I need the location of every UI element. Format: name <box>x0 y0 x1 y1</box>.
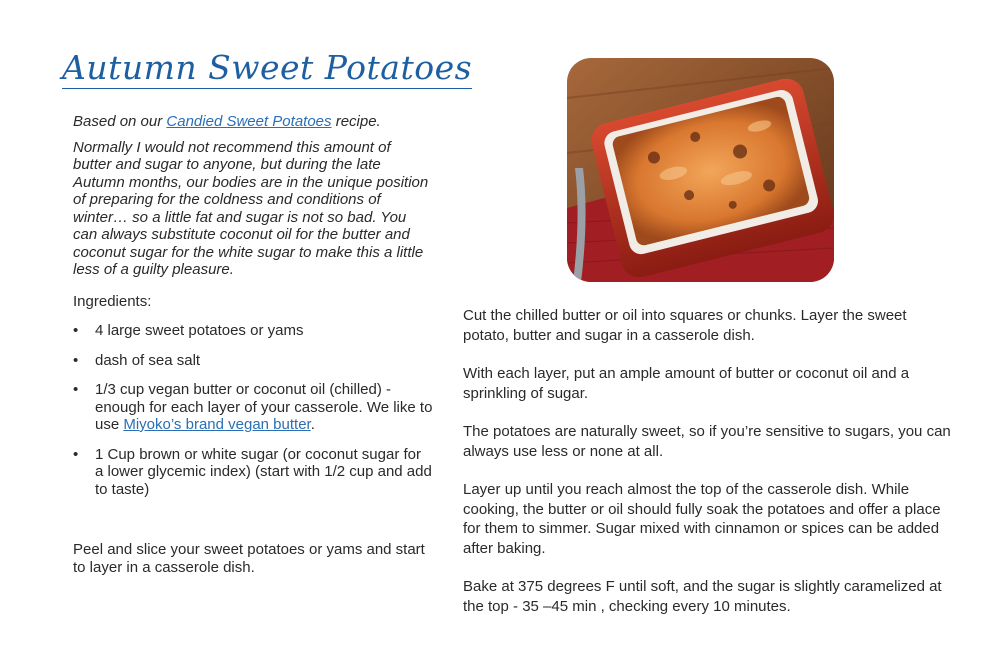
ingredient-text: 1 Cup brown or white sugar (or coconut sugar for a lower glycemic index) (start with 1/2 cup and add to taste) <box>95 445 432 498</box>
instruction-step: The potatoes are naturally sweet, so if you’re sensitive to sugars, you can always use less or none at all. <box>463 423 951 460</box>
page-title: Autumn Sweet Potatoes <box>62 48 473 87</box>
candied-sweet-potatoes-link[interactable]: Candied Sweet Potatoes <box>166 113 332 130</box>
intro-text <box>73 113 433 131</box>
instruction-step: Cut the chilled butter or oil into squares or chunks. Layer the sweet potato, butter and sugar in a casserole dish. <box>463 307 907 344</box>
ingredients-list <box>73 322 433 498</box>
bullet-icon: • <box>73 381 79 398</box>
instruction-step: With each layer, put an ample amount of butter or coconut oil and a sprinkling of sugar. <box>463 365 910 402</box>
right-column <box>463 306 953 635</box>
intro-prefix: Based on our <box>73 113 167 130</box>
ingredient-text: 4 large sweet potatoes or yams <box>95 322 304 339</box>
instruction-step: Bake at 375 degrees F until soft, and the sugar is slightly caramelized at the top - 35 –45 min , checking every 10 minutes. <box>463 578 942 615</box>
ingredient-item <box>73 352 433 370</box>
intro-suffix: recipe. <box>331 113 381 130</box>
instruction-step: Layer up until you reach almost the top of the casserole dish. While cooking, the butter or oil should fully soak the potatoes and offer a place for them to simmer. Sugar mixed with cinnamon or spices can be added after baking. <box>463 481 941 557</box>
recipe-description: Normally I would not recommend this amount of butter and sugar to anyone, but during the late Autumn months, our bodies are in the unique position of preparing for the coldness and conditions of winter… so a little fat and sugar is not so bad. You can always substitute coconut oil for the butter and coconut sugar for the white sugar to make this a little less of a guilty pleasure. <box>73 138 429 278</box>
ingredient-text: 1/3 cup vegan butter or coconut oil (chilled) - enough for each layer of your casserole. We like to use <box>95 381 433 433</box>
bullet-icon: • <box>73 445 79 463</box>
peel-step: Peel and slice your sweet potatoes or yams and start to layer in a casserole dish. <box>73 541 425 576</box>
ingredient-text: dash of sea salt <box>95 351 201 369</box>
ingredient-item <box>73 322 433 340</box>
miyokos-vegan-butter-link[interactable]: Miyoko’s brand vegan butter <box>123 416 311 433</box>
left-column <box>73 113 433 510</box>
casserole-photo <box>567 58 834 282</box>
ingredient-suffix: . <box>310 416 315 433</box>
bullet-icon: • <box>73 351 79 369</box>
ingredients-heading: Ingredients: <box>73 292 152 310</box>
bullet-icon: • <box>73 322 79 339</box>
ingredient-item <box>73 446 433 499</box>
ingredient-item <box>73 381 433 434</box>
